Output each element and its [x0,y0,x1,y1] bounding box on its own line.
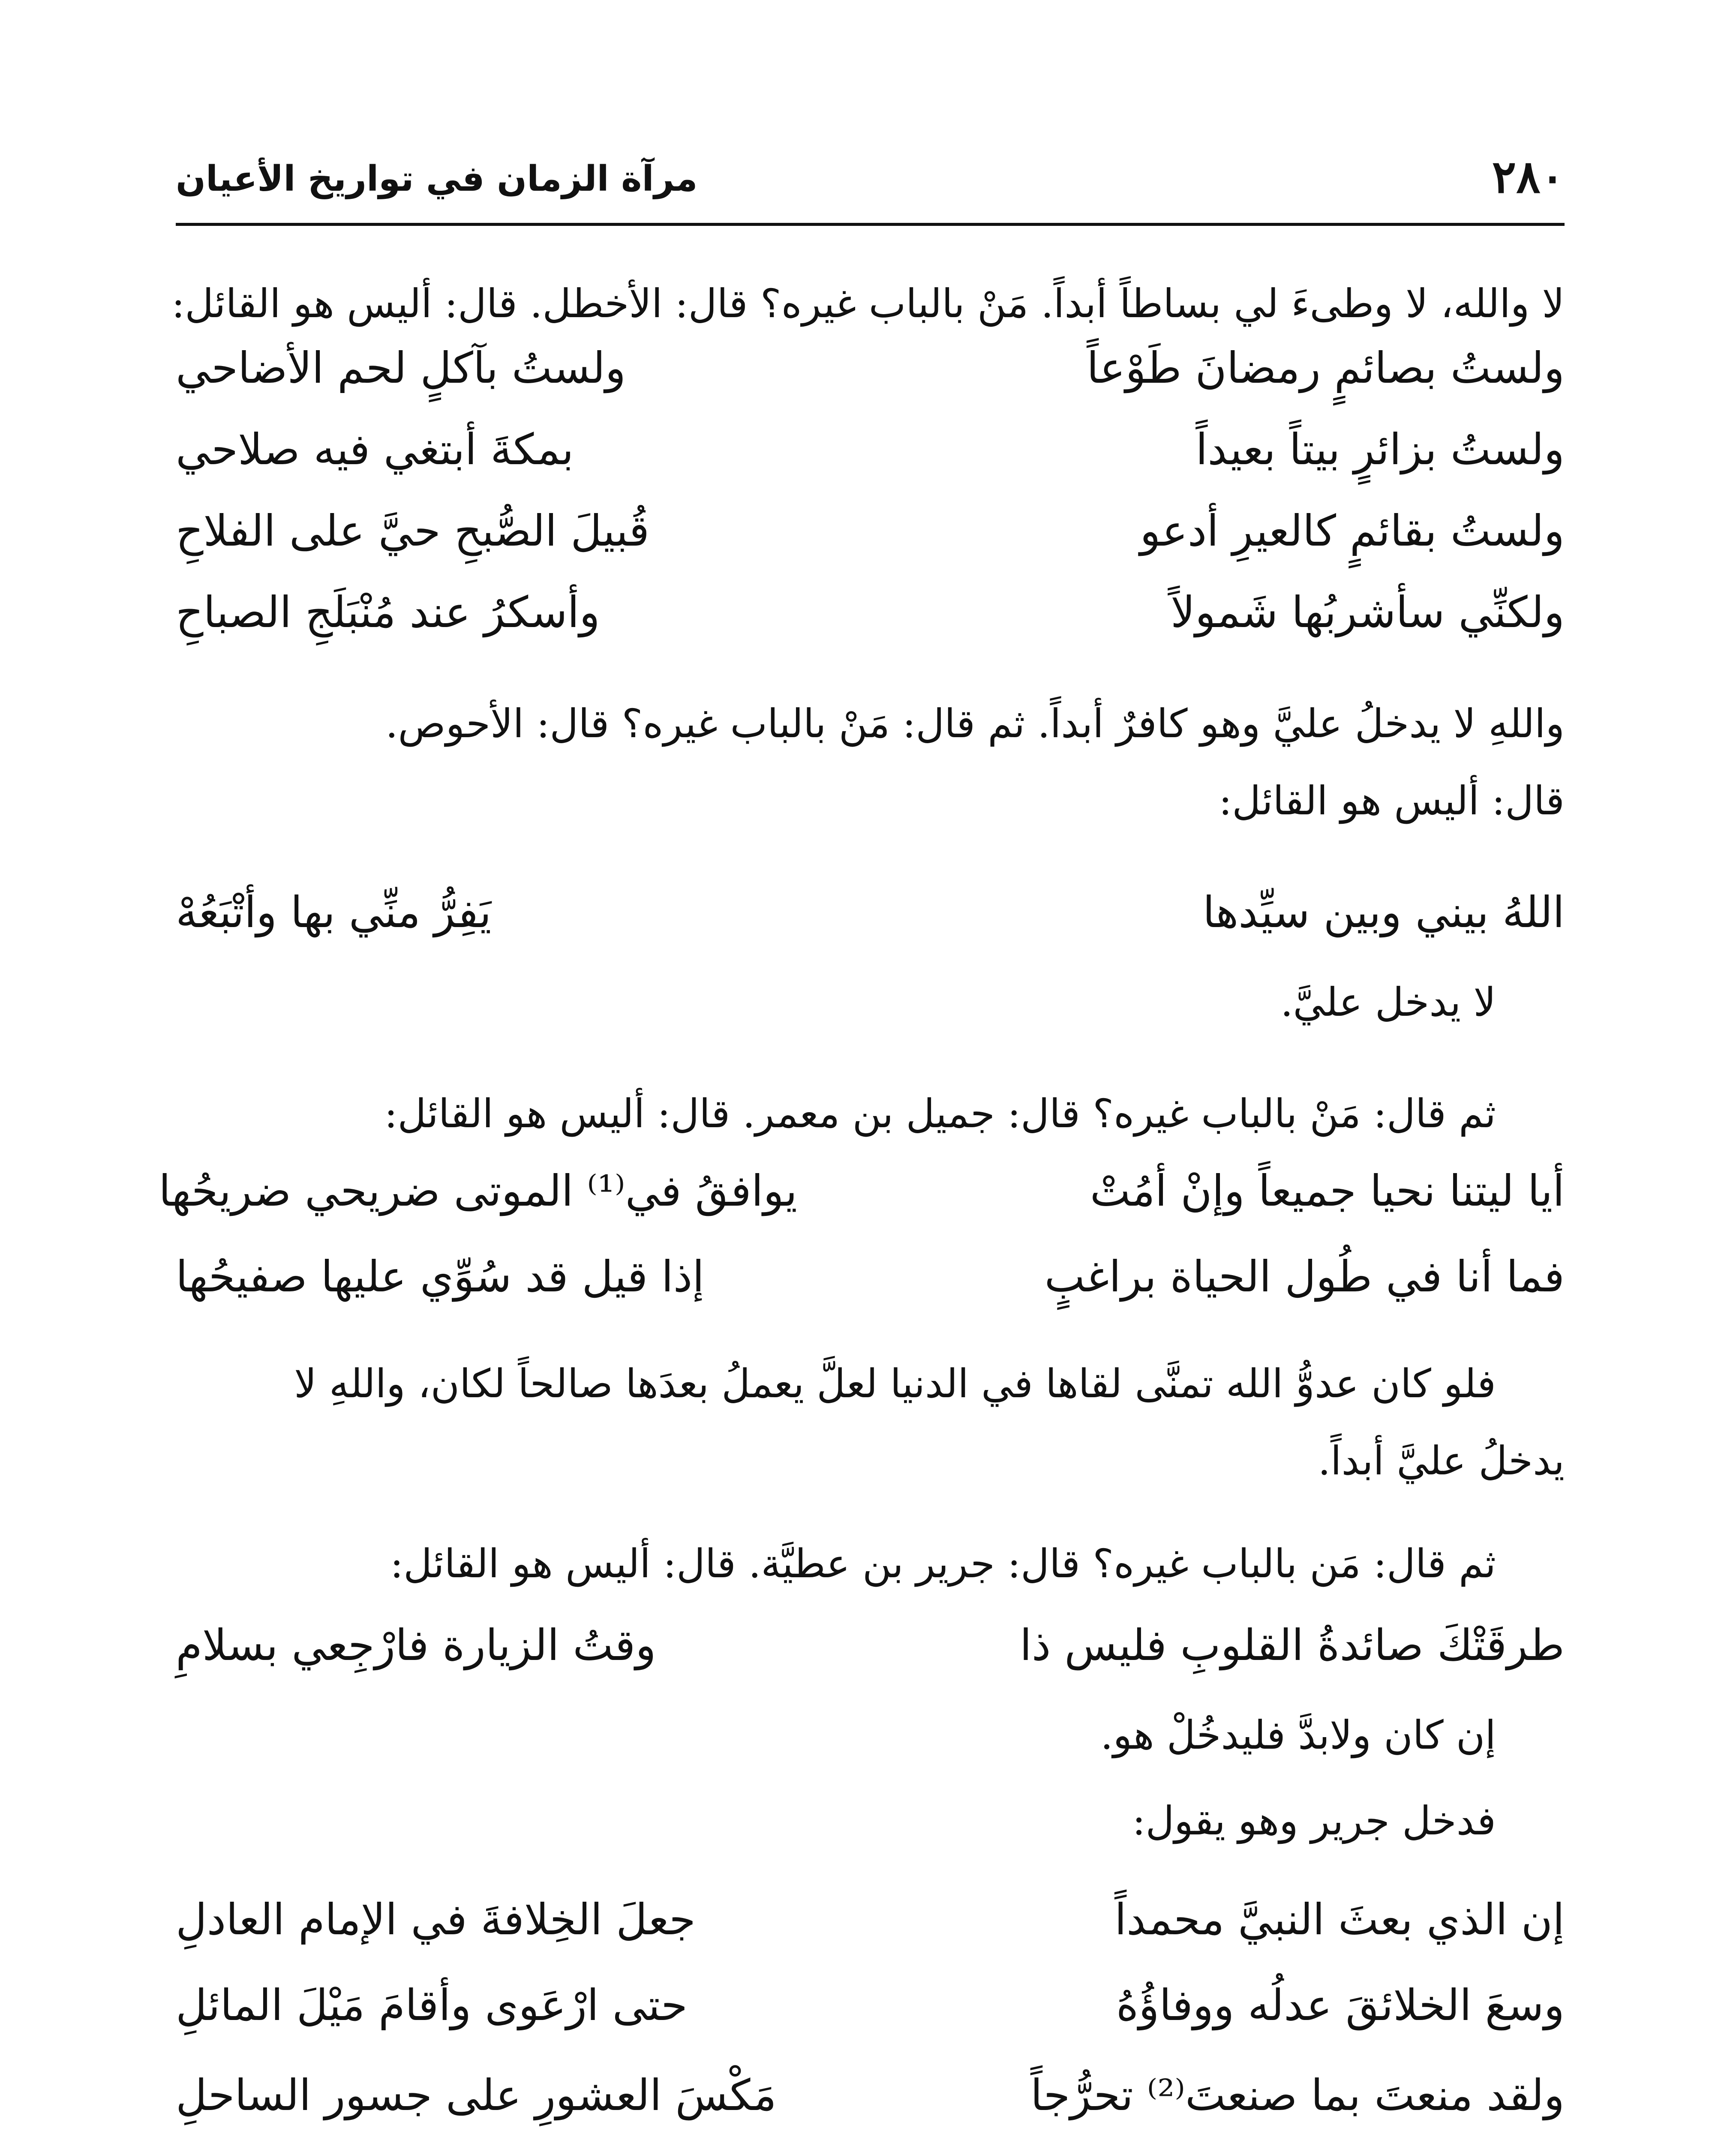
verse-second-hemistich: إذا قيل قد سُوِّي عليها صفيحُها [176,1252,705,1302]
paragraph-line: فدخل جرير وهو يقول: [1132,1798,1496,1844]
verse-first-hemistich: ولقد منعتَ بما صنعتَ⁽²⁾ تحرُّجاً [1030,2070,1565,2120]
verse-line [176,887,1565,969]
verse-first-hemistich: فما أنا في طُول الحياة براغبٍ [1044,1252,1565,1302]
verse-line [159,1166,1565,1247]
verse-first-hemistich: وسعَ الخلائقَ عدلُه ووفاؤُهُ [1116,1980,1565,2030]
verse-first-hemistich: إن الذي بعثَ النبيَّ محمداً [1114,1894,1565,1945]
verse-line [176,1620,1565,1702]
paragraph-line: يدخلُ عليَّ أبداً. [1318,1438,1565,1484]
verse-line [176,343,1565,424]
verse-line [176,587,1565,669]
verse-line [176,424,1565,506]
verse-line [176,1980,1565,2062]
verse-first-hemistich: اللهُ بيني وبين سيِّدها [1203,887,1565,937]
verse-first-hemistich: أيا ليتنا نحيا جميعاً وإنْ أمُتْ [1090,1166,1565,1216]
verse-second-hemistich: قُبيلَ الصُّبحِ حيَّ على الفلاحِ [176,506,650,556]
running-header [176,141,1565,226]
verse-second-hemistich: حتى ارْعَوى وأقامَ مَيْلَ المائلِ [176,1980,688,2030]
verse-second-hemistich: مَكْسَ العشورِ على جسور الساحلِ [176,2070,777,2120]
paragraph-line: ثم قال: مَن بالباب غيره؟ قال: جرير بن عطيَّة. قال: أليس هو القائل: [390,1541,1496,1587]
verse-second-hemistich: جعلَ الخِلافةَ في الإمام العادلِ [176,1894,696,1945]
paragraph-line: لا والله، لا وطىءَ لي بساطاً أبداً. مَنْ بالباب غيره؟ قال: الأخطل. قال: أليس هو القائل: [171,281,1565,327]
paragraph-line: لا يدخل عليَّ. [1280,979,1496,1025]
paragraph-line: واللهِ لا يدخلُ عليَّ وهو كافرٌ أبداً. ثم قال: مَنْ بالباب غيره؟ قال: الأحوص. [385,701,1565,747]
verse-line [176,1252,1565,1333]
book-title: مرآة الزمان في تواريخ الأعيان [176,159,698,199]
verse-first-hemistich: ولكنِّي سأشربُها شَمولاً [1171,587,1565,637]
verse-second-hemistich: يوافقُ في⁽¹⁾ الموتى ضريحي ضريحُها [159,1166,797,1216]
verse-second-hemistich: وأسكرُ عند مُنْبَلَجِ الصباحِ [176,587,600,637]
verse-second-hemistich: وقتُ الزيارة فارْجِعي بسلامِ [176,1620,656,1670]
verse-second-hemistich: يَفِرُّ منِّي بها وأتْبَعُهْ [176,887,492,937]
paragraph-line: إن كان ولابدَّ فليدخُلْ هو. [1100,1712,1496,1758]
verse-line [176,2070,1565,2143]
verse-first-hemistich: ولستُ بصائمٍ رمضانَ طَوْعاً [1087,343,1565,393]
paragraph-line: فلو كان عدوُّ الله تمنَّى لقاها في الدنيا لعلَّ يعملُ بعدَها صالحاً لكان، واللهِ لا [294,1361,1496,1407]
verse-first-hemistich: ولستُ بزائرٍ بيتاً بعيداً [1195,424,1565,474]
paragraph-line: ثم قال: مَنْ بالباب غيره؟ قال: جميل بن معمر. قال: أليس هو القائل: [384,1091,1496,1137]
verse-second-hemistich: ولستُ بآكلٍ لحم الأضاحي [176,343,626,393]
paragraph-line: قال: أليس هو القائل: [1219,778,1565,824]
verse-second-hemistich: بمكةَ أبتغي فيه صلاحي [176,424,574,474]
verse-line [176,506,1565,587]
page-number: ٢٨٠ [1492,150,1565,203]
verse-first-hemistich: ولستُ بقائمٍ كالعيرِ أدعو [1140,506,1565,556]
verse-line [176,1894,1565,1976]
verse-first-hemistich: طرقَتْكَ صائدةُ القلوبِ فليس ذا [1020,1620,1565,1670]
